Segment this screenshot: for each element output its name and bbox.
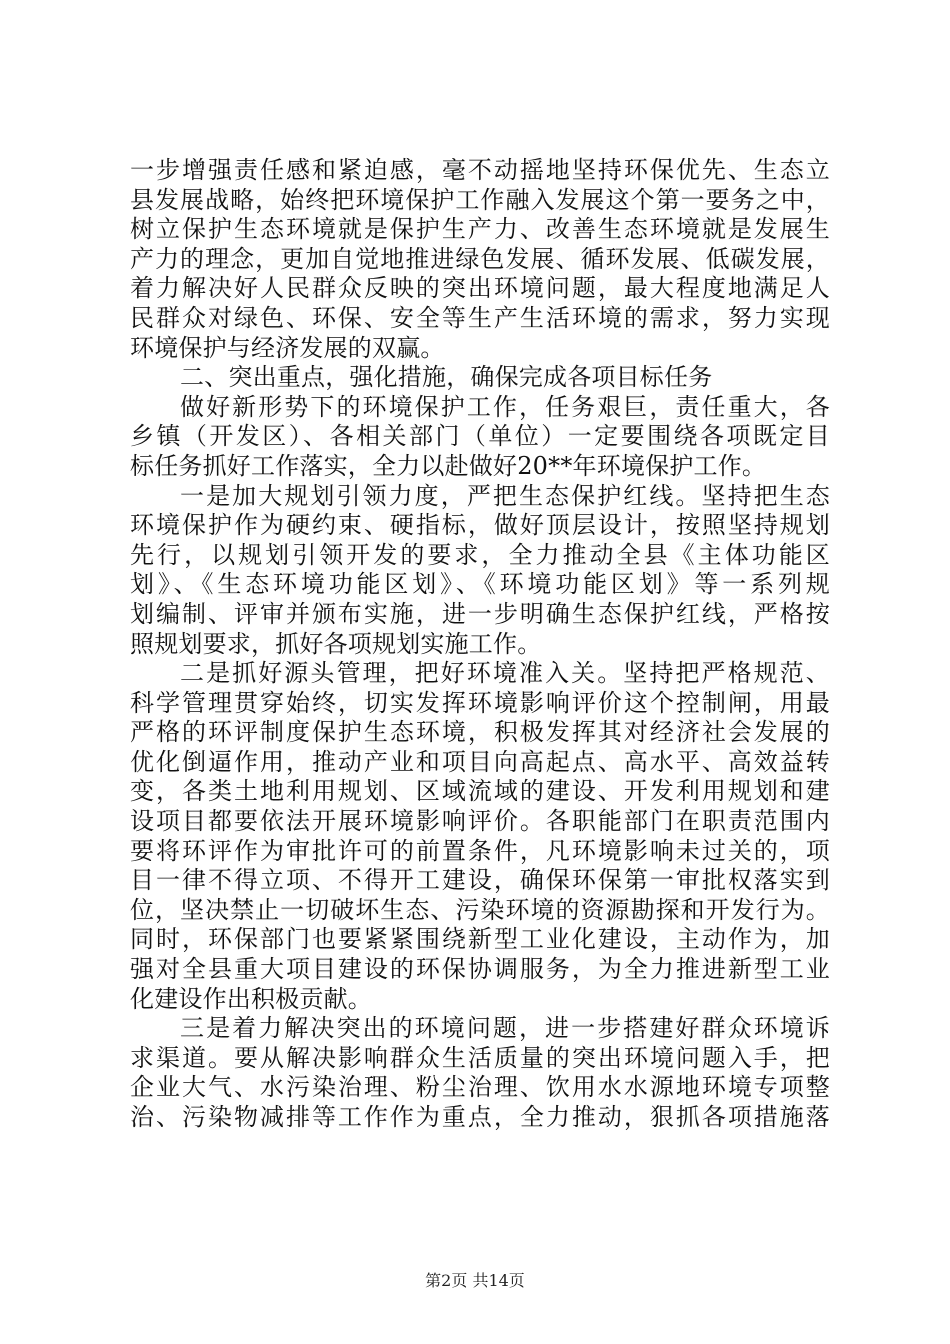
- text-line: 同时，环保部门也要紧紧围绕新型工业化建设，主动作为，加: [130, 925, 830, 954]
- text-line: 县发展战略，始终把环境保护工作融入发展这个第一要务之中，: [130, 185, 830, 214]
- text-line: 设项目都要依法开展环境影响评价。各职能部门在职责范围内: [130, 807, 830, 836]
- text-line: 一步增强责任感和紧迫感，毫不动摇地坚持环保优先、生态立: [130, 156, 830, 184]
- text-line: 科学管理贯穿始终，切实发挥环境影响评价这个控制闸，用最: [130, 688, 830, 717]
- page-number: 第2页 共14页: [425, 1271, 525, 1290]
- text-line: 一是加大规划引领力度，严把生态保护红线。坚持把生态: [180, 481, 830, 510]
- text-line: 要将环评作为审批许可的前置条件，凡环境影响未过关的，项: [130, 836, 830, 865]
- text-line: 变，各类土地利用规划、区域流域的建设、开发利用规划和建: [130, 777, 830, 806]
- text-line: 做好新形势下的环境保护工作，任务艰巨，责任重大，各: [180, 392, 830, 421]
- text-line: 先行，以规划引领开发的要求，全力推动全县《主体功能区: [130, 540, 830, 569]
- text-line: 企业大气、水污染治理、粉尘治理、饮用水水源地环境专项整: [130, 1073, 830, 1102]
- document-body: [130, 156, 830, 1133]
- text-line: 优化倒逼作用，推动产业和项目向高起点、高水平、高效益转: [130, 747, 830, 776]
- text-line: 环境保护作为硬约束、硬指标，做好顶层设计，按照坚持规划: [130, 511, 830, 540]
- text-line: 民群众对绿色、环保、安全等生产生活环境的需求，努力实现: [130, 303, 830, 332]
- text-line: 划》、《生态环境功能区划》、《环境功能区划》等一系列规: [130, 570, 830, 599]
- text-line: 位，坚决禁止一切破坏生态、污染环境的资源勘探和开发行为。: [130, 895, 830, 924]
- text-line: 树立保护生态环境就是保护生产力、改善生态环境就是发展生: [130, 215, 830, 244]
- text-line: 二是抓好源头管理，把好环境准入关。坚持把严格规范、: [180, 659, 830, 688]
- text-line: 目一律不得立项、不得开工建设，确保环保第一审批权落实到: [130, 866, 830, 895]
- text-line: 强对全县重大项目建设的环保协调服务，为全力推进新型工业: [130, 955, 830, 984]
- text-line: 产力的理念，更加自觉地推进绿色发展、循环发展、低碳发展，: [130, 244, 830, 273]
- text-line: 标任务抓好工作落实，全力以赴做好20**年环境保护工作。: [130, 451, 767, 480]
- text-line: 二、突出重点，强化措施，确保完成各项目标任务: [180, 363, 713, 392]
- page-footer: [0, 1268, 950, 1291]
- text-line: 化建设作出积极贡献。: [130, 984, 372, 1013]
- text-line: 求渠道。要从解决影响群众生活质量的突出环境问题入手，把: [130, 1043, 830, 1072]
- text-line: 严格的环评制度保护生态环境，积极发挥其对经济社会发展的: [130, 718, 830, 747]
- text-line: 划编制、评审并颁布实施，进一步明确生态保护红线，严格按: [130, 599, 830, 628]
- text-line: 环境保护与经济发展的双赢。: [130, 333, 445, 362]
- text-line: 三是着力解决突出的环境问题，进一步搭建好群众环境诉: [180, 1014, 830, 1043]
- text-line: 治、污染物减排等工作作为重点，全力推动，狠抓各项措施落: [130, 1103, 830, 1131]
- text-line: 照规划要求，抓好各项规划实施工作。: [130, 629, 542, 658]
- text-line: 乡镇（开发区）、各相关部门（单位）一定要围绕各项既定目: [130, 422, 830, 451]
- text-line: 着力解决好人民群众反映的突出环境问题，最大程度地满足人: [130, 274, 830, 303]
